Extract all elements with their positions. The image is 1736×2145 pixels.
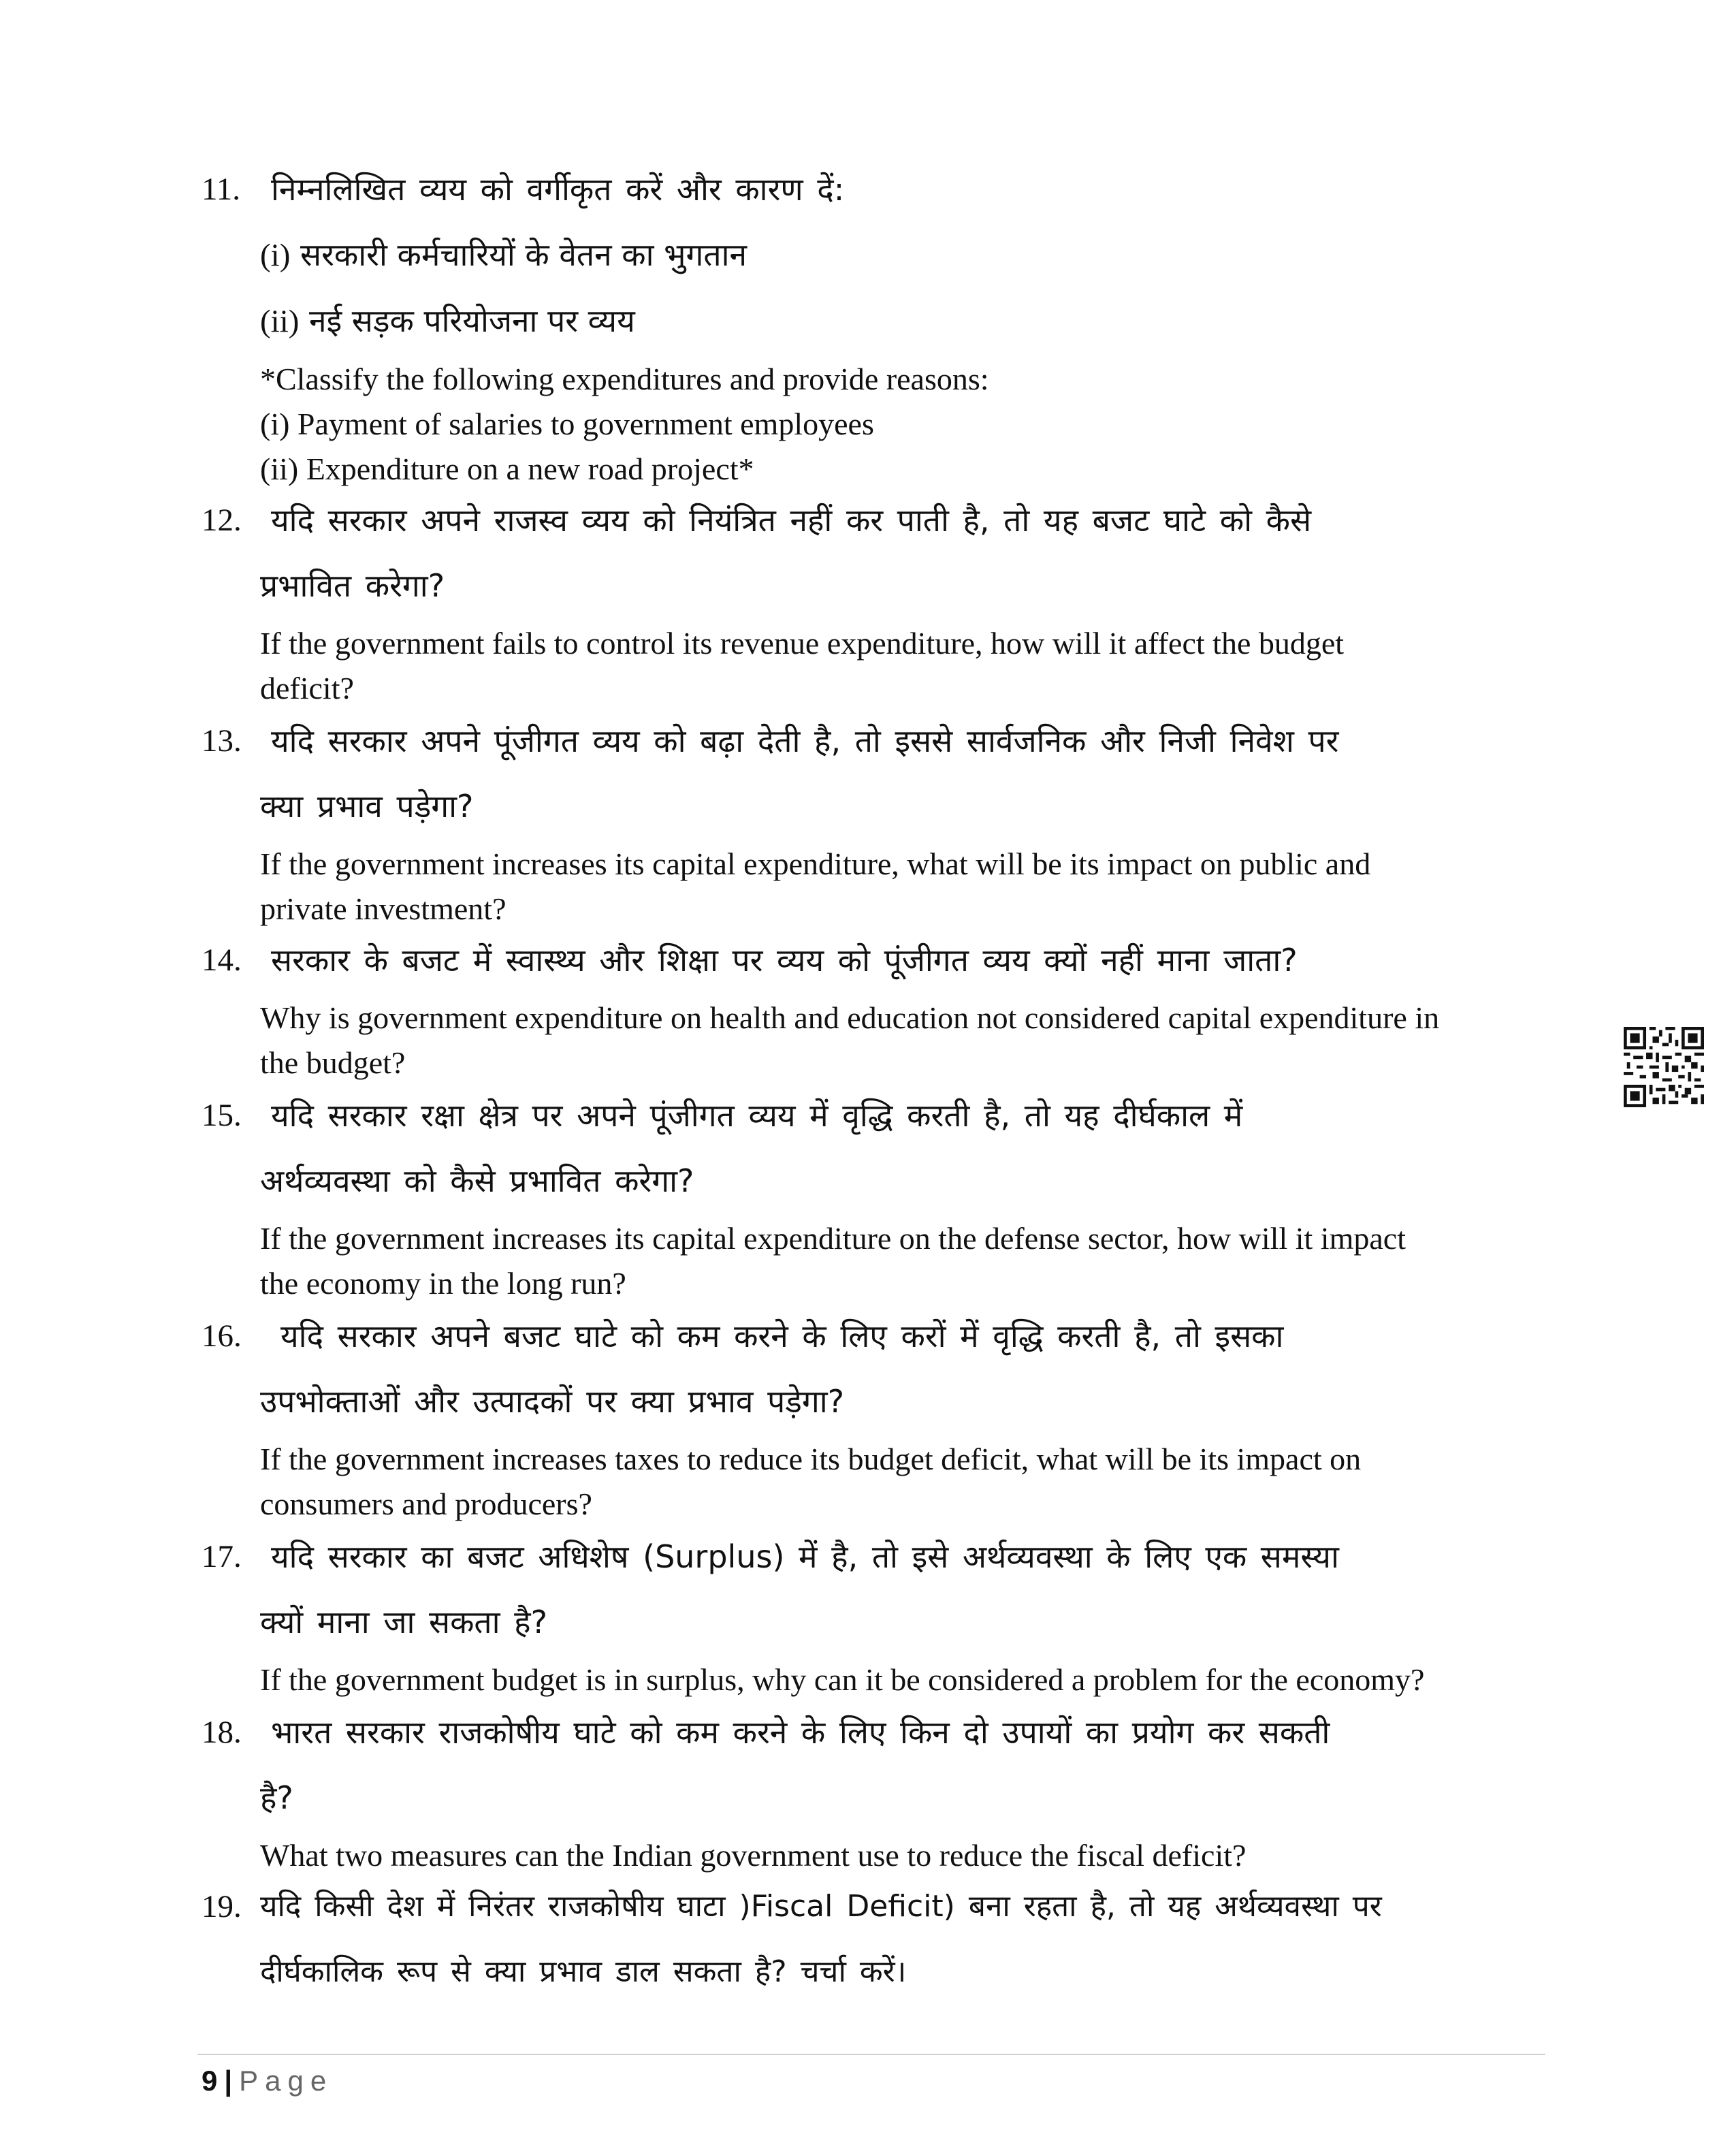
question-11 — [202, 157, 1549, 492]
page-number: 9 — [202, 2065, 218, 2097]
english-line: deficit? — [260, 671, 354, 705]
english-line: consumers and producers? — [260, 1487, 592, 1521]
english-line: (i) Payment of salaries to government employees — [260, 407, 874, 441]
hindi-line: उपभोक्ताओं और उत्पादकों पर क्या प्रभाव पड़ेगा? — [260, 1383, 845, 1420]
question-16 — [202, 1303, 1549, 1527]
question-english — [260, 996, 1549, 1085]
english-line: (ii) Expenditure on a new road project* — [260, 451, 754, 486]
question-14 — [202, 927, 1549, 1085]
question-13 — [202, 708, 1549, 932]
question-english — [260, 842, 1549, 932]
hindi-line: अर्थव्यवस्था को कैसे प्रभावित करेगा? — [260, 1162, 694, 1199]
question-english — [260, 621, 1549, 711]
subitem-text: सरकारी कर्मचारियों के वेतन का भुगतान — [300, 236, 748, 273]
question-hindi — [260, 1700, 1549, 1830]
question-number: 15. — [202, 1098, 242, 1133]
question-hindi — [260, 1874, 1549, 2005]
question-hindi — [260, 1524, 1549, 1655]
question-hindi — [260, 488, 1549, 618]
question-number: 14. — [202, 942, 242, 978]
hindi-subitem — [260, 288, 1549, 354]
question-number: 16. — [202, 1318, 242, 1354]
page-label: Page — [239, 2065, 334, 2097]
question-18 — [202, 1700, 1549, 1878]
footer-divider — [197, 2054, 1545, 2055]
hindi-line: क्या प्रभाव पड़ेगा? — [260, 788, 474, 825]
question-number: 17. — [202, 1539, 242, 1574]
question-15 — [202, 1083, 1549, 1306]
subitem-text: नई सड़क परियोजना पर व्यय — [309, 302, 635, 339]
english-line: If the government increases its capital expenditure, what will be its impact on public and — [260, 846, 1371, 881]
footer-separator: | — [224, 2065, 233, 2097]
hindi-line: प्रभावित करेगा? — [260, 567, 445, 604]
english-line: What two measures can the Indian government use to reduce the fiscal deficit? — [260, 1838, 1247, 1873]
page-footer — [202, 2061, 333, 2101]
qr-code-icon — [1624, 1027, 1704, 1107]
hindi-line: यदि किसी देश में निरंतर राजकोषीय घाटा )Fiscal Deficit) बना रहता है, तो यह अर्थव्यवस्था पर — [260, 1889, 1382, 1924]
question-hindi — [260, 1083, 1549, 1213]
hindi-line: यदि सरकार अपने राजस्व व्यय को नियंत्रित नहीं कर पाती है, तो यह बजट घाटे को कैसे — [271, 502, 1312, 539]
hindi-line: भारत सरकार राजकोषीय घाटे को कम करने के लिए किन दो उपायों का प्रयोग कर सकती — [271, 1714, 1330, 1751]
english-line: *Classify the following expenditures and provide reasons: — [260, 362, 989, 396]
question-english — [260, 357, 1549, 492]
question-number: 12. — [202, 503, 242, 538]
question-12 — [202, 488, 1549, 711]
hindi-line: सरकार के बजट में स्वास्थ्य और शिक्षा पर व्यय को पूंजीगत व्यय क्यों नहीं माना जाता? — [271, 942, 1298, 979]
hindi-line: है? — [260, 1779, 293, 1816]
question-number: 19. — [202, 1889, 242, 1924]
hindi-line: यदि सरकार अपने पूंजीगत व्यय को बढ़ा देती है, तो इससे सार्वजनिक और निजी निवेश पर — [271, 722, 1339, 759]
question-english — [260, 1437, 1549, 1527]
hindi-line: क्यों माना जा सकता है? — [260, 1604, 548, 1640]
english-line: private investment? — [260, 891, 507, 926]
question-english — [260, 1833, 1549, 1878]
english-line: the economy in the long run? — [260, 1266, 626, 1301]
question-hindi — [271, 927, 1549, 993]
hindi-line: निम्नलिखित व्यय को वर्गीकृत करें और कारण दें: — [271, 171, 845, 208]
hindi-line: यदि सरकार का बजट अधिशेष (Surplus) में है, तो इसे अर्थव्यवस्था के लिए एक समस्या — [271, 1538, 1339, 1575]
question-number: 11. — [202, 172, 241, 207]
hindi-subitem — [260, 222, 1549, 288]
hindi-line: यदि सरकार अपने बजट घाटे को कम करने के लिए करों में वृद्धि करती है, तो इसका — [280, 1318, 1284, 1354]
subitem-tag: (ii) — [260, 304, 300, 339]
english-line: If the government increases taxes to reduce its budget deficit, what will be its impact on — [260, 1442, 1362, 1476]
english-line: If the government increases its capital expenditure on the defense sector, how will it impact — [260, 1221, 1406, 1256]
question-number: 18. — [202, 1715, 242, 1750]
question-hindi — [260, 708, 1549, 839]
hindi-line: दीर्घकालिक रूप से क्या प्रभाव डाल सकता है? चर्चा करें। — [260, 1954, 907, 1989]
question-19 — [202, 1874, 1549, 2005]
question-hindi — [271, 157, 1549, 222]
question-english — [260, 1657, 1549, 1702]
question-number: 13. — [202, 723, 242, 759]
question-17 — [202, 1524, 1549, 1702]
subitem-tag: (i) — [260, 238, 291, 273]
question-english — [260, 1216, 1549, 1306]
english-line: the budget? — [260, 1045, 406, 1080]
english-line: If the government budget is in surplus, why can it be considered a problem for the economy? — [260, 1662, 1425, 1697]
hindi-line: यदि सरकार रक्षा क्षेत्र पर अपने पूंजीगत व्यय में वृद्धि करती है, तो यह दीर्घकाल में — [271, 1097, 1243, 1134]
english-line: Why is government expenditure on health and education not considered capital expenditure in — [260, 1000, 1440, 1035]
english-line: If the government fails to control its revenue expenditure, how will it affect the budget — [260, 626, 1345, 661]
question-hindi — [260, 1303, 1549, 1434]
